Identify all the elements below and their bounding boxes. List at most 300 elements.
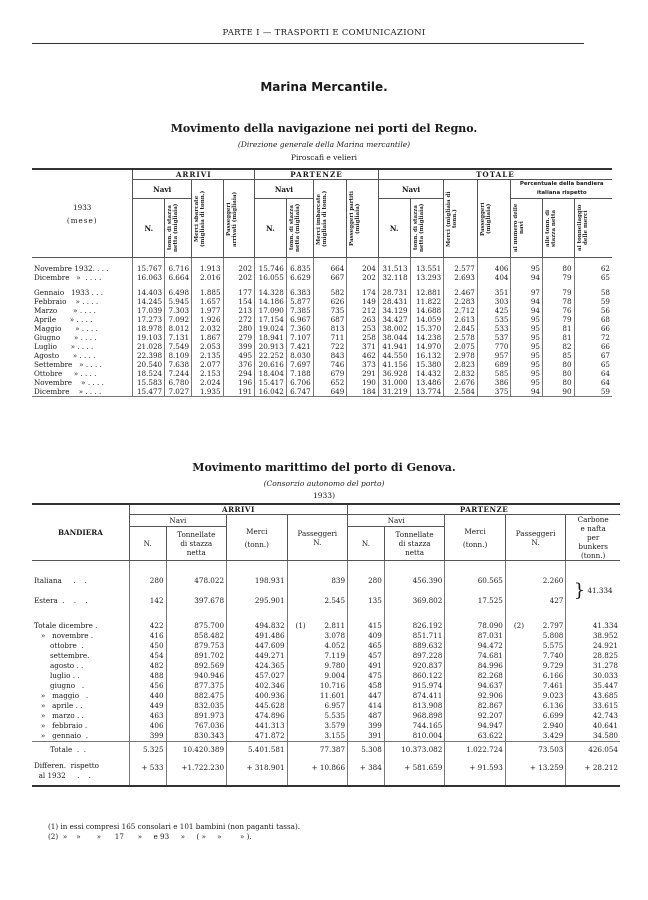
cell: 16.055	[255, 273, 287, 282]
cell-value: 6.699	[542, 711, 564, 720]
cell: 76	[543, 306, 575, 315]
arrivi-merci-header	[227, 515, 288, 561]
cell: 17.090	[255, 306, 287, 315]
cell: 94.947	[445, 721, 506, 731]
cell: 462	[347, 351, 379, 360]
cell: 62	[574, 264, 612, 273]
cell	[287, 641, 348, 651]
cell: 80	[543, 378, 575, 387]
cell: 95	[511, 324, 543, 333]
cell: 79	[543, 315, 575, 324]
cell-value: 5.808	[542, 631, 564, 640]
cell-value: 3.078	[324, 631, 346, 640]
cell: 449	[129, 701, 166, 711]
passeggeri-n: N.	[531, 537, 540, 547]
cell: 6.716	[165, 264, 192, 273]
row-label: luglio . .	[34, 671, 80, 680]
cell	[505, 671, 566, 681]
cell: 463	[129, 711, 166, 721]
row-label: giugno .	[34, 681, 85, 690]
cell: 582	[313, 288, 347, 297]
cell: 43.685	[566, 691, 620, 701]
cell: 416	[129, 631, 166, 641]
row-label: Totale dicembre .	[34, 621, 98, 630]
cell: 386	[477, 378, 511, 387]
cell: 280	[348, 571, 385, 591]
cell: 95	[511, 264, 543, 273]
cell: 2.845	[444, 324, 478, 333]
row-label: Dicembre » . . . .	[32, 387, 133, 397]
table-row	[32, 621, 620, 631]
cell: 376	[223, 360, 255, 369]
cell: 212	[347, 306, 379, 315]
cell: 915.974	[384, 681, 445, 691]
cell: 1.935	[192, 387, 224, 397]
cell: 399	[223, 342, 255, 351]
cell: 74.681	[445, 651, 506, 661]
cell: 36.928	[378, 369, 410, 378]
cell: 445.628	[227, 701, 288, 711]
table-row	[32, 721, 620, 731]
cell: 72	[574, 333, 612, 342]
cell: 478.022	[166, 571, 227, 591]
cell: 447.609	[227, 641, 288, 651]
table2-title: Movimento marittimo del porto di Genova.	[192, 461, 456, 474]
cell: 832.035	[166, 701, 227, 711]
cell: 6.747	[286, 387, 313, 397]
carbone-header	[566, 515, 620, 561]
arrivi-passeggeri-header	[287, 515, 348, 561]
cell: 95	[511, 342, 543, 351]
cell: 191	[223, 387, 255, 397]
row-label: » febbraio .	[34, 721, 88, 730]
cell: 95	[511, 360, 543, 369]
percentuale-header: Percentuale della bandiera italiana rispetto	[511, 180, 612, 199]
cell: 77.387	[287, 742, 348, 756]
merci-label: Merci	[464, 526, 486, 536]
arrivi-stazza-header: tonn. di stazza netta (migliaia)	[167, 203, 180, 253]
table1-subtitle: Piroscafi e velieri	[290, 153, 358, 162]
cell: 649	[313, 387, 347, 397]
carbone-line: bunkers	[578, 542, 608, 551]
row-label: Febbraio » . . . .	[34, 297, 99, 306]
cell-value: 3.579	[324, 721, 346, 730]
cell: 7.107	[286, 333, 313, 342]
cell: 31.513	[378, 264, 410, 273]
cell: 14.688	[410, 306, 444, 315]
cell: 7.360	[286, 324, 313, 333]
cell: 456.390	[384, 571, 445, 591]
cell: 73.503	[505, 742, 566, 756]
cell: 447	[348, 691, 385, 701]
cell: 67	[574, 351, 612, 360]
tonnellate-line: Tonnellate	[177, 530, 216, 540]
cell: 22.398	[133, 351, 165, 360]
cell: 33.615	[566, 701, 620, 711]
row-label: Estera . . .	[34, 596, 88, 605]
cell: 94	[511, 273, 543, 282]
row-label: Maggio » . . . .	[34, 324, 98, 333]
cell: 135	[348, 591, 385, 611]
cell: 399	[348, 721, 385, 731]
arrivi-navi-header: Navi	[133, 180, 192, 199]
row-label: » gennaio .	[34, 731, 88, 740]
cell: 12.881	[410, 288, 444, 297]
cell: 491.486	[227, 631, 288, 641]
cell	[505, 721, 566, 731]
cell	[287, 731, 348, 742]
cell: 7.131	[165, 333, 192, 342]
cell: 391	[348, 731, 385, 742]
carbone-line: per	[587, 533, 600, 542]
cell: 174	[347, 288, 379, 297]
cell: 813	[313, 324, 347, 333]
cell: 14.328	[255, 288, 287, 297]
cell: 15.746	[255, 264, 287, 273]
table-row	[32, 288, 612, 297]
cell: 711	[313, 333, 347, 342]
cell-value: 4.052	[324, 641, 346, 650]
cell: 2.545	[287, 591, 348, 611]
cell: 97	[511, 288, 543, 297]
cell: 457.027	[227, 671, 288, 681]
cell: 60.565	[445, 571, 506, 591]
cell: 891.702	[166, 651, 227, 661]
cell	[287, 631, 348, 641]
cell: 440	[129, 691, 166, 701]
tonnellate-line: netta	[405, 548, 425, 558]
arrivi-n-header: N.	[133, 199, 165, 258]
cell: 5.401.581	[227, 742, 288, 756]
cell: 28.431	[378, 297, 410, 306]
cell: 6.664	[165, 273, 192, 282]
cell: 95	[511, 333, 543, 342]
cell: 94.637	[445, 681, 506, 691]
tonnellate-line: Tonnellate	[395, 530, 434, 540]
table-row	[32, 333, 612, 342]
table-row	[32, 571, 620, 591]
totale-merci-header: Merci (migliaia di tonn.)	[446, 190, 459, 247]
footnote-1: (1) in essi compresi 165 consolari e 101 bambini (non paganti tassa).	[48, 822, 301, 831]
cell	[287, 721, 348, 731]
cell: 20.913	[255, 342, 287, 351]
cell: 860.122	[384, 671, 445, 681]
pct-navi-header: al numero delle navi	[513, 203, 526, 253]
cell-value: 9.729	[542, 661, 564, 670]
table-row	[32, 315, 612, 324]
cell: 537	[477, 333, 511, 342]
partenze-header: PARTENZE	[348, 504, 620, 515]
cell: 957	[477, 351, 511, 360]
cell: 585	[477, 369, 511, 378]
cell: 10.373.082	[384, 742, 445, 756]
cell: 897.228	[384, 651, 445, 661]
cell: 2.135	[192, 351, 224, 360]
cell: 92.906	[445, 691, 506, 701]
row-label: agosto . .	[34, 661, 84, 670]
cell	[505, 711, 566, 721]
cell: 826.192	[384, 621, 445, 631]
cell: 744.165	[384, 721, 445, 731]
cell: 626	[313, 297, 347, 306]
cell: 10.420.389	[166, 742, 227, 756]
cell: 14.059	[410, 315, 444, 324]
passeggeri-partiti-header: Passeggeri partiti (migliaia)	[349, 191, 362, 246]
row-label: » maggio .	[34, 691, 89, 700]
table-row	[32, 731, 620, 742]
cell: 82.268	[445, 671, 506, 681]
cell: 1.022.724	[445, 742, 506, 756]
table-row	[32, 351, 612, 360]
cell: 44.550	[378, 351, 410, 360]
cell: 81	[543, 333, 575, 342]
arrivi-n-header: N.	[129, 527, 166, 561]
cell: 414	[348, 701, 385, 711]
cell: 667	[313, 273, 347, 282]
cell: 303	[477, 297, 511, 306]
cell	[287, 681, 348, 691]
cell: 7.697	[286, 360, 313, 369]
cell: 920.837	[384, 661, 445, 671]
row-label: ottobre .	[34, 641, 84, 650]
cell: 80	[543, 369, 575, 378]
arrivi-navi-header: Navi	[129, 515, 226, 527]
cell: 409	[348, 631, 385, 641]
cell	[505, 631, 566, 641]
cell: 13.486	[410, 378, 444, 387]
cell: 882.475	[166, 691, 227, 701]
cell: 32.118	[378, 273, 410, 282]
cell: 94	[511, 387, 543, 397]
cell: 2.053	[192, 342, 224, 351]
cell: 746	[313, 360, 347, 369]
cell: 940.946	[166, 671, 227, 681]
cell: 64	[574, 369, 612, 378]
cell: 19.024	[255, 324, 287, 333]
cell: 406	[477, 264, 511, 273]
cell-value: 6.166	[542, 671, 564, 680]
cell: 457	[348, 651, 385, 661]
cell: 142	[129, 591, 166, 611]
cell: 95	[511, 315, 543, 324]
cell: 17.154	[255, 315, 287, 324]
row-label: Marzo » . . . .	[34, 306, 96, 315]
cell-value: 5.535	[324, 711, 346, 720]
cell: 58	[574, 288, 612, 297]
cell: 38.044	[378, 333, 410, 342]
cell: 13.551	[410, 264, 444, 273]
cell-value: 3.155	[324, 731, 346, 740]
cell: 813.908	[384, 701, 445, 711]
table-row	[32, 297, 612, 306]
table-row	[32, 387, 612, 397]
table-row	[32, 711, 620, 721]
cell: 14.970	[410, 342, 444, 351]
cell: 879.753	[166, 641, 227, 651]
cell: 59	[574, 297, 612, 306]
cell	[505, 661, 566, 671]
cell: 66	[574, 342, 612, 351]
cell-value: 2.797	[542, 621, 564, 630]
cell: 79	[543, 288, 575, 297]
cell: + 384	[348, 755, 385, 786]
cell: + 581.659	[384, 755, 445, 786]
cell: 31.000	[378, 378, 410, 387]
cell	[505, 641, 566, 651]
cell-value: 9.004	[324, 671, 346, 680]
table-row	[32, 591, 620, 611]
cell	[287, 621, 348, 631]
diff-label-line: al 1932 . .	[34, 771, 91, 780]
cell: + 533	[129, 755, 166, 786]
cell: 291	[347, 369, 379, 378]
cell: 38.952	[566, 631, 620, 641]
cell: 16.063	[133, 273, 165, 282]
cell: 767.036	[166, 721, 227, 731]
cell: 14.432	[410, 369, 444, 378]
row-label: » marzo . .	[34, 711, 84, 720]
cell: 20.616	[255, 360, 287, 369]
cell: 6.383	[286, 288, 313, 297]
cell: 18.978	[133, 324, 165, 333]
cell: 843	[313, 351, 347, 360]
cell: 7.638	[165, 360, 192, 369]
cell: 406	[129, 721, 166, 731]
partenze-stazza-header: tonn. di stazza netta (migliaia)	[288, 203, 301, 253]
arrivi-header: ARRIVI	[129, 504, 347, 515]
cell: 41.156	[378, 360, 410, 369]
cell: 213	[223, 306, 255, 315]
cell: 689	[477, 360, 511, 369]
cell: 1.913	[192, 264, 224, 273]
cell: 1.657	[192, 297, 224, 306]
cell: 679	[313, 369, 347, 378]
cell: 14.238	[410, 333, 444, 342]
cell: 258	[347, 333, 379, 342]
tonnellate-line: netta	[186, 548, 206, 558]
cell: 6.629	[286, 273, 313, 282]
cell: 7.421	[286, 342, 313, 351]
cell: 94.472	[445, 641, 506, 651]
cell-value: 10.716	[319, 681, 346, 690]
cell: 87.031	[445, 631, 506, 641]
cell: 34.580	[566, 731, 620, 742]
rows-1933	[32, 288, 612, 397]
cell: 6.835	[286, 264, 313, 273]
cell: 482	[129, 661, 166, 671]
table-row	[32, 661, 620, 671]
cell	[505, 731, 566, 742]
navigation-table	[32, 168, 612, 397]
cell: 31.219	[378, 387, 410, 397]
table-row	[32, 273, 612, 282]
cell: 6.498	[165, 288, 192, 297]
cell: 30.033	[566, 671, 620, 681]
cell: 17.039	[133, 306, 165, 315]
cell: 94	[511, 297, 543, 306]
cell: 810.004	[384, 731, 445, 742]
cell: 474.896	[227, 711, 288, 721]
cell: 15.370	[410, 324, 444, 333]
row-label: Ottobre » . . . .	[34, 369, 97, 378]
cell: 487	[348, 711, 385, 721]
cell: 59	[574, 387, 612, 397]
cell: 95	[511, 369, 543, 378]
cell: 402.346	[227, 681, 288, 691]
bandiera-header: BANDIERA	[32, 504, 129, 561]
cell: 858.482	[166, 631, 227, 641]
row-label	[32, 755, 129, 786]
table-row	[32, 671, 620, 681]
cell: 2.832	[444, 369, 478, 378]
cell: 92.207	[445, 711, 506, 721]
totale-n-header: N.	[378, 199, 410, 258]
row-label: » aprile . .	[34, 701, 83, 710]
arrivi-header: ARRIVI	[133, 169, 255, 180]
diff-row	[32, 755, 620, 786]
carbone-line: (tonn.)	[580, 551, 606, 560]
row-label: settembre.	[34, 651, 90, 660]
cell: 375	[477, 387, 511, 397]
cell: 279	[223, 333, 255, 342]
table-row	[32, 691, 620, 701]
footnote-2: (2) » » » 17 » e 93 » ( » » » ).	[48, 832, 252, 841]
cell: 351	[477, 288, 511, 297]
cell: 422	[129, 621, 166, 631]
table-row	[32, 324, 612, 333]
cell-value: 7.461	[542, 681, 564, 690]
cell: 404	[477, 273, 511, 282]
cell: 664	[313, 264, 347, 273]
cell: + 13.259	[505, 755, 566, 786]
cell: 2.823	[444, 360, 478, 369]
cell: 488	[129, 671, 166, 681]
cell: 2.077	[192, 360, 224, 369]
cell: 7.027	[165, 387, 192, 397]
cell: 441.313	[227, 721, 288, 731]
totale-passeggeri-header: Passeggeri (migliaia)	[479, 201, 492, 236]
passeggeri-arrivati-header: Passeggeri arrivati (migliaia)	[225, 190, 238, 247]
cell: 722	[313, 342, 347, 351]
cell: 82	[543, 342, 575, 351]
partenze-passeggeri-header	[505, 515, 566, 561]
cell: 495	[223, 351, 255, 360]
cell: 94	[511, 306, 543, 315]
cell: 889.632	[384, 641, 445, 651]
tonnellate-line: di stazza	[180, 539, 213, 549]
cell: 450	[129, 641, 166, 651]
cell: 149	[347, 297, 379, 306]
cell: 294	[223, 369, 255, 378]
cell: 6.706	[286, 378, 313, 387]
cell: 263	[347, 315, 379, 324]
totale-header: TOTALE	[378, 169, 612, 180]
cell-value: 6.957	[324, 701, 346, 710]
merci-sbarcate-header: Merci sbarcate (migliaia di tonn.)	[194, 190, 207, 247]
cell: 475	[348, 671, 385, 681]
cell: 16.042	[255, 387, 287, 397]
cell: 15.380	[410, 360, 444, 369]
cell: 449.271	[227, 651, 288, 661]
cell: 2.283	[444, 297, 478, 306]
total-row	[32, 742, 620, 756]
cell: 8.012	[165, 324, 192, 333]
cell-value: 2.940	[542, 721, 564, 730]
cell: 15.583	[133, 378, 165, 387]
row-label: Luglio » . . . .	[34, 342, 94, 351]
cell: 17.525	[445, 591, 506, 611]
cell: 28.731	[378, 288, 410, 297]
